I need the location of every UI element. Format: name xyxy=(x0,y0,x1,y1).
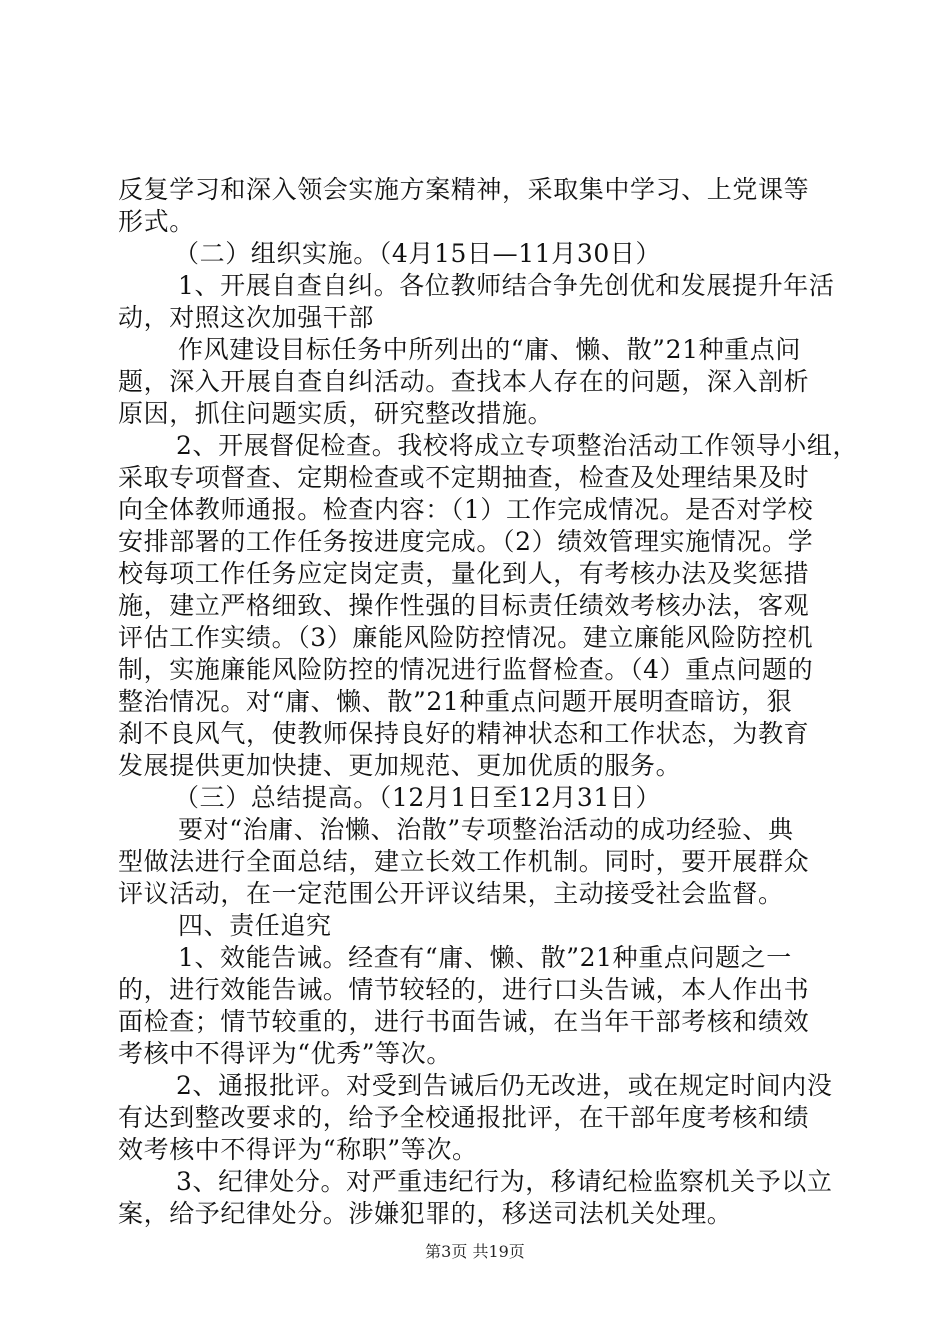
body-line-23: 评议活动，在一定范围公开评议结果，主动接受社会监督。 xyxy=(118,879,784,908)
body-line-32: 3、纪律处分。对严重违纪行为，移请纪检监察机关予以立 xyxy=(176,1167,833,1196)
body-line-2: 形式。 xyxy=(118,207,195,236)
body-line-16: 制，实施廉能风险防控的情况进行监督检查。（4）重点问题的 xyxy=(118,655,814,684)
section-heading-summary: （三）总结提高。（12月1日至12月31日） xyxy=(174,783,662,812)
body-line-21: 要对“治庸、治懒、治散”专项整治活动的成功经验、典 xyxy=(178,815,794,844)
body-line-8: 原因，抓住问题实质，研究整改措施。 xyxy=(118,399,554,428)
body-line-12: 安排部署的工作任务按进度完成。（2）绩效管理实施情况。学 xyxy=(118,527,814,556)
body-line-31: 效考核中不得评为“称职”等次。 xyxy=(118,1135,478,1164)
body-line-18: 刹不良风气，使教师保持良好的精神状态和工作状态，为教育 xyxy=(118,719,810,748)
body-line-14: 施，建立严格细致、操作性强的目标责任绩效考核办法，客观 xyxy=(118,591,810,620)
body-line-33: 案，给予纪律处分。涉嫌犯罪的，移送司法机关处理。 xyxy=(118,1199,733,1228)
page-number-footer: 第3页 共19页 xyxy=(425,1242,525,1261)
body-line-27: 面检查；情节较重的，进行书面告诫，在当年干部考核和绩效 xyxy=(118,1007,810,1036)
body-line-17: 整治情况。对“庸、懒、散”21种重点问题开展明查暗访，狠 xyxy=(118,687,793,716)
body-line-13: 校每项工作任务应定岗定责，量化到人，有考核办法及奖惩措 xyxy=(118,559,810,588)
body-line-4: 1、开展自查自纠。各位教师结合争先创优和发展提升年活 xyxy=(178,271,835,300)
body-line-6: 作风建设目标任务中所列出的“庸、懒、散”21种重点问 xyxy=(178,335,801,364)
body-line-19: 发展提供更加快捷、更加规范、更加优质的服务。 xyxy=(118,751,682,780)
body-line-28: 考核中不得评为“优秀”等次。 xyxy=(118,1039,452,1068)
body-line-5: 动，对照这次加强干部 xyxy=(118,303,375,332)
body-line-22: 型做法进行全面总结，建立长效工作机制。同时，要开展群众 xyxy=(118,847,810,876)
body-line-7: 题，深入开展自查自纠活动。查找本人存在的问题，深入剖析 xyxy=(118,367,810,396)
body-line-9: 2、开展督促检查。我校将成立专项整治活动工作领导小组， xyxy=(176,431,859,460)
body-line-10: 采取专项督查、定期检查或不定期抽查，检查及处理结果及时 xyxy=(118,463,810,492)
body-line-1: 反复学习和深入领会实施方案精神，采取集中学习、上党课等 xyxy=(118,175,810,204)
body-line-15: 评估工作实绩。（3）廉能风险防控情况。建立廉能风险防控机 xyxy=(118,623,814,652)
body-line-25: 1、效能告诫。经查有“庸、懒、散”21种重点问题之一 xyxy=(178,943,792,972)
body-line-29: 2、通报批评。对受到告诫后仍无改进，或在规定时间内没 xyxy=(176,1071,833,1100)
body-line-26: 的，进行效能告诫。情节较轻的，进行口头告诫，本人作出书 xyxy=(118,975,810,1004)
section-heading-implementation: （二）组织实施。（4月15日—11月30日） xyxy=(174,239,662,268)
body-line-11: 向全体教师通报。检查内容：（1）工作完成情况。是否对学校 xyxy=(118,495,814,524)
section-heading-accountability: 四、责任追究 xyxy=(178,911,332,940)
body-line-30: 有达到整改要求的，给予全校通报批评，在干部年度考核和绩 xyxy=(118,1103,810,1132)
